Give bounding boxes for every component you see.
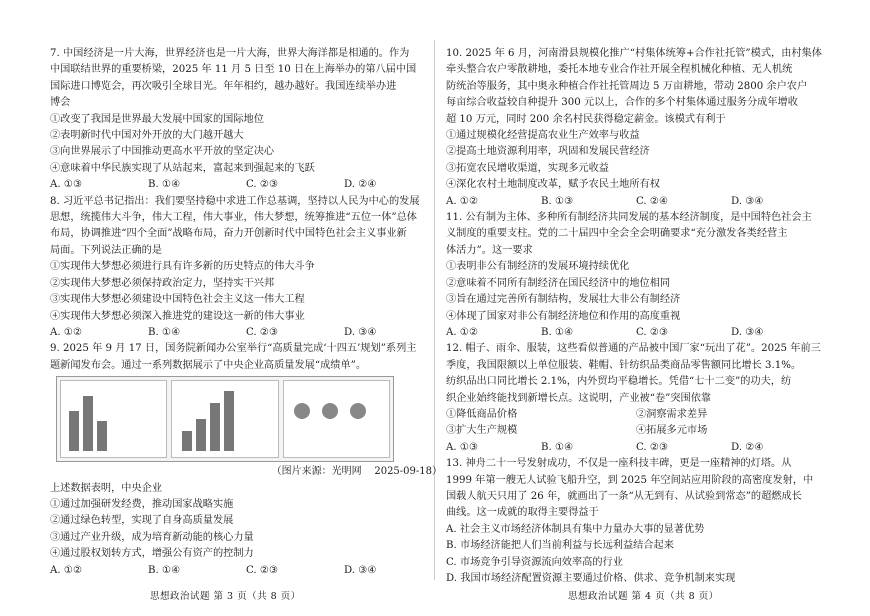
stem-line: 超 10 万元，同时 200 余名村民获得稳定薪金。该模式有利于: [446, 113, 726, 125]
stem-line: 义制度的重要支柱。党的二十届四中全会全会明确要求“充分激发各类经营主: [446, 228, 788, 240]
question-lead: 上述数据表明，中央企业: [50, 482, 163, 494]
stem-line: 布局，协调推进“四个全面”战略布局，奋力开创新时代中国特色社会主义事业新: [50, 228, 407, 240]
stem-line: 牵头整合农户零散耕地，委托本地专业合作社开展全程机械化种植、无人机统: [446, 64, 793, 76]
choice-a[interactable]: A. ①②: [446, 326, 479, 338]
choice-a[interactable]: A. ①②: [50, 326, 83, 338]
choice-c[interactable]: C. ②③: [636, 441, 669, 453]
question-9: [50, 341, 442, 579]
question-12: [446, 341, 826, 456]
choice-b[interactable]: B. 市场经济能把人们当前利益与长远利益结合起来: [446, 540, 674, 552]
options-row: [446, 407, 826, 423]
choice-a[interactable]: A. ①②: [50, 564, 83, 576]
choice-c[interactable]: C. ②③: [246, 326, 279, 338]
option-item: ②通过绿色转型，实现了自身高质量发展: [50, 515, 234, 527]
choice-b[interactable]: B. ①④: [148, 564, 181, 576]
option-item: ③通过产业升级，成为培育新动能的核心力量: [50, 531, 254, 543]
choice-a[interactable]: A. 社会主义市场经济体制具有集中力量办大事的显著优势: [446, 523, 705, 535]
choice-b[interactable]: B. ①④: [148, 326, 181, 338]
option-item: ④意味着中华民族实现了从站起来，富起来到强起来的飞跃: [50, 162, 315, 174]
choice-d[interactable]: D. ②④: [344, 179, 377, 191]
left-page: [50, 46, 442, 579]
stem-line: 7. 中国经济是一片大海，世界经济也是一片大海，世界大海洋都是相通的。作为: [50, 48, 410, 59]
choice-d[interactable]: D. 我国市场经济配置资源主要通过价格、供求、竞争机制来实现: [446, 573, 736, 584]
choice-c[interactable]: C. 市场竞争引导资源流向效率高的行业: [446, 556, 623, 568]
option-item: ④深化农村土地制度改革，赋予农民土地所有权: [446, 179, 660, 191]
option-item: ③实现伟大梦想必须建设中国特色社会主义这一伟大工程: [50, 294, 305, 306]
image-source: （图片来源：光明网 2025-09-18）: [271, 466, 442, 478]
option-item: ①改变了我国是世界最大发展中国家的国际地位: [50, 113, 264, 125]
page-footer-left: 思想政治试题 第 3 页（共 8 页）: [150, 591, 301, 602]
choice-b[interactable]: B. ①③: [541, 195, 574, 207]
question-13: [446, 456, 826, 587]
question-10: [446, 46, 826, 210]
option-item: ①通过规模化经营提高农业生产效率与收益: [446, 130, 640, 142]
choice-d[interactable]: D. ③④: [344, 326, 377, 338]
choice-c[interactable]: C. ②④: [636, 195, 669, 207]
choices-row: [50, 177, 442, 193]
infographic-panel-3: [283, 380, 390, 458]
choice-d[interactable]: D. ②④: [731, 441, 764, 453]
stem-line: 12. 帽子、雨伞、服装，这些看似普通的产品被中国厂家“玩出了花”。2025 年前三: [446, 343, 821, 355]
stem-line: 10. 2025 年 6 月，河南滑县规模化推广“村集体统筹+合作社托管”模式，由村集体: [446, 48, 822, 59]
stem-line: 局面。下列说法正确的是: [50, 244, 163, 256]
stem-line: 8. 习近平总书记指出：我们要坚持稳中求进工作总基调，坚持以人民为中心的发展: [50, 195, 420, 207]
option-item: ①通过加强研发经费，推动国家战略实施: [50, 498, 234, 510]
choice-c[interactable]: C. ②③: [246, 564, 279, 576]
option-item: ③拓宽农民增收渠道，实现多元收益: [446, 162, 609, 174]
option-item: ③向世界展示了中国推动更高水平开放的坚定决心: [50, 146, 275, 158]
stem-line: 国际进口博览会，再次吸引全球目光。年年相约，越办越好。我国连续举办进: [50, 80, 397, 92]
option-item: ①表明非公有制经济的发展环境持续优化: [446, 261, 630, 273]
options-row: [446, 423, 826, 439]
choice-b[interactable]: B. ①④: [541, 441, 574, 453]
stem-line: 题新闻发布会。通过一系列数据展示了中央企业高质量发展“成绩单”。: [50, 359, 367, 371]
option-item: ①降低商品价格: [446, 408, 518, 420]
choice-b[interactable]: B. ①④: [148, 179, 181, 191]
option-item: ②实现伟大梦想必须保持政治定力，坚持实干兴邦: [50, 277, 275, 289]
option-item: ①实现伟大梦想必须进行具有许多新的历史特点的伟大斗争: [50, 261, 315, 273]
stem-line: 季度，我国限额以上单位服装、鞋帽、针纺织品类商品零售额同比增长 3.1%。: [446, 359, 802, 371]
question-11: [446, 210, 826, 341]
stem-line: 11. 公有制为主体、多种所有制经济共同发展的基本经济制度，是中国特色社会主: [446, 212, 812, 224]
choices-row: [446, 440, 826, 456]
stem-line: 9. 2025 年 9 月 17 日，国务院新闻办公室举行“高质量完成‘十四五’规划”系列主: [50, 343, 417, 355]
option-item: ③扩大生产规模: [446, 425, 518, 437]
choices-row: [50, 563, 442, 579]
choice-c[interactable]: C. ②③: [246, 179, 279, 191]
infographic-image: [56, 376, 394, 462]
choice-a[interactable]: A. ①③: [446, 441, 479, 453]
stem-line: 每亩综合收益较自种提升 300 元以上，合作的多个村集体通过服务分成年增收: [446, 97, 798, 109]
choice-d[interactable]: D. ③④: [731, 195, 764, 207]
stem-line: 1999 年第一艘无人试验飞船升空，到 2025 年空间站应用阶段的高密度发射，中: [446, 474, 814, 486]
stem-line: 纺织品出口同比增长 2.1%，内外贸均平稳增长。凭借“七十二变”的功夫，纺: [446, 376, 792, 388]
stem-line: 防统治等服务，其中奥永种植合作社托管周边 5 万亩耕地，带动 2800 余户农户: [446, 80, 808, 92]
page-footer-right: 思想政治试题 第 4 页（共 8 页）: [568, 591, 719, 602]
stem-line: 曲线。这一成就的取得主要得益于: [446, 507, 599, 519]
question-8: [50, 194, 442, 342]
option-item: ④拓展多元市场: [636, 425, 708, 437]
question-7: [50, 46, 442, 194]
option-item: ②洞察需求差异: [636, 408, 708, 420]
option-item: ③旨在通过完善所有制结构，发展壮大非公有制经济: [446, 294, 681, 306]
stem-line: 13. 神舟二十一号发射成功，不仅是一座科技丰碑，更是一座精神的灯塔。从: [446, 458, 792, 470]
stem-line: 博会: [50, 97, 71, 109]
choice-a[interactable]: A. ①③: [50, 179, 83, 191]
choice-b[interactable]: B. ①④: [541, 326, 574, 338]
choice-d[interactable]: D. ③④: [731, 326, 764, 338]
stem-line: 思想，统揽伟大斗争，伟大工程，伟大事业，伟大梦想，统筹推进“五位一体”总体: [50, 212, 417, 224]
stem-line: 国载人航天只用了 26 年，就画出了一条“从无到有、从试验到常态”的超燃成长: [446, 490, 802, 502]
option-item: ④实现伟大梦想必须深入推进党的建设这一新的伟大事业: [50, 310, 305, 322]
option-item: ④通过股权划转方式，增强公有资产的控制力: [50, 548, 254, 560]
choices-row: [50, 325, 442, 341]
choices-row: [446, 194, 826, 210]
choices-row: [446, 325, 826, 341]
stem-line: 织企业始终能找到新增长点。这说明，产业被“卷”突围依靠: [446, 392, 712, 404]
option-item: ④体现了国家对非公有制经济地位和作用的高度重视: [446, 310, 681, 322]
stem-line: 体活力”。这一要求: [446, 244, 533, 256]
choice-c[interactable]: C. ②③: [636, 326, 669, 338]
option-item: ②意味着不同所有制经济在国民经济中的地位相同: [446, 277, 671, 289]
choice-d[interactable]: D. ③④: [344, 564, 377, 576]
right-page: [446, 46, 826, 587]
option-item: ②表明新时代中国对外开放的大门越开越大: [50, 130, 244, 142]
infographic-panel-1: [60, 380, 167, 458]
stem-line: 中国联结世界的重要桥梁，2025 年 11 月 5 日至 10 日在上海举办的第八届中国: [50, 64, 417, 76]
choice-a[interactable]: A. ①②: [446, 195, 479, 207]
option-item: ②提高土地资源利用率，巩固和发展民营经济: [446, 146, 650, 158]
infographic-panel-2: [171, 380, 278, 458]
